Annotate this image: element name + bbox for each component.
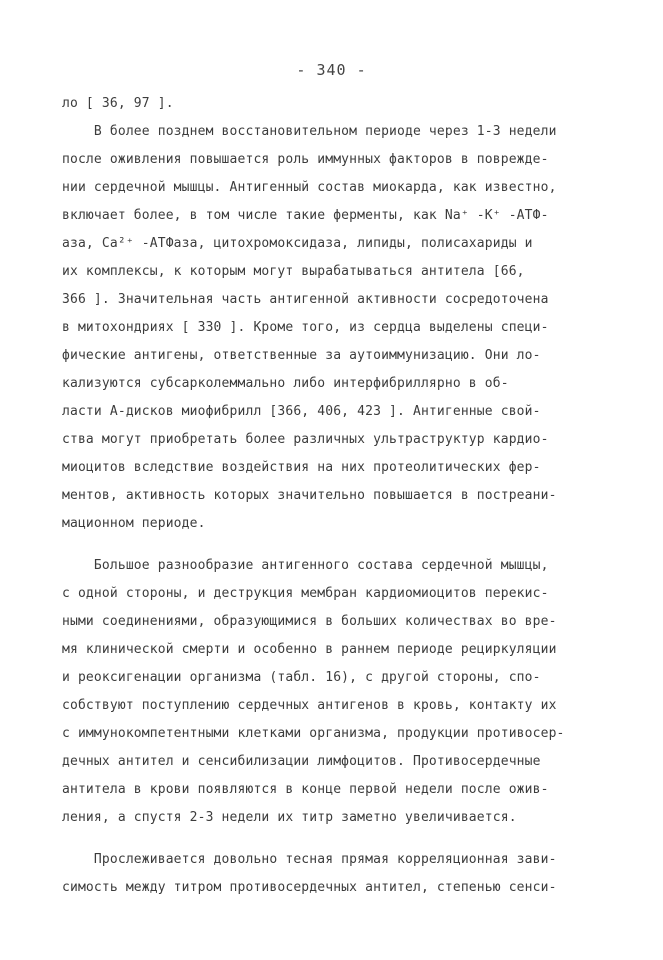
text-line: миоцитов вследствие воздействия на них протеолитических фер- bbox=[62, 460, 541, 475]
paragraph-4 bbox=[62, 846, 602, 902]
text-line: фические антигены, ответственные за аутоиммунизацию. Они ло- bbox=[62, 348, 541, 363]
text-line: симость между титром противосердечных антител, степенью сенси- bbox=[62, 880, 557, 895]
text-line: с иммунокомпетентными клетками организма, продукции противосер- bbox=[62, 726, 565, 741]
text-line: мационном периоде. bbox=[62, 516, 206, 531]
text-line: ло [ 36, 97 ]. bbox=[62, 96, 174, 111]
text-line: их комплексы, к которым могут вырабатываться антитела [66, bbox=[62, 264, 525, 279]
paragraph-2 bbox=[62, 118, 602, 538]
text-line: собствуют поступлению сердечных антигенов в кровь, контакту их bbox=[62, 698, 557, 713]
text-line: в митохондриях [ 330 ]. Кроме того, из сердца выделены специ- bbox=[62, 320, 549, 335]
text-line: ласти А-дисков миофибрилл [366, 406, 423 ]. Антигенные свой- bbox=[62, 404, 541, 419]
text-line: ства могут приобретать более различных ультраструктур кардио- bbox=[62, 432, 549, 447]
text-line: аза, Ca²⁺ -АТФаза, цитохромоксидаза, липиды, полисахариды и bbox=[62, 236, 533, 251]
paragraph-1 bbox=[62, 90, 602, 118]
paragraph-gap bbox=[62, 832, 602, 846]
text-line: после оживления повышается роль иммунных факторов в поврежде- bbox=[62, 152, 549, 167]
text-line: ными соединениями, образующимися в больших количествах во вре- bbox=[62, 614, 557, 629]
text-line: ления, а спустя 2-3 недели их титр заметно увеличивается. bbox=[62, 810, 517, 825]
body-text bbox=[62, 90, 602, 902]
text-line: В более позднем восстановительном периоде через 1-3 недели bbox=[62, 124, 557, 139]
text-line: 366 ]. Значительная часть антигенной активности сосредоточена bbox=[62, 292, 549, 307]
paragraph-gap bbox=[62, 538, 602, 552]
text-line: мя клинической смерти и особенно в раннем периоде рециркуляции bbox=[62, 642, 557, 657]
text-line: Прослеживается довольно тесная прямая корреляционная зави- bbox=[62, 852, 557, 867]
text-line: с одной стороны, и деструкция мембран кардиомиоцитов перекис- bbox=[62, 586, 549, 601]
text-line: ментов, активность которых значительно повышается в постреани- bbox=[62, 488, 557, 503]
text-line: антитела в крови появляются в конце первой недели после ожив- bbox=[62, 782, 549, 797]
text-line: включает более, в том числе такие ферменты, как Na⁺ -K⁺ -АТФ- bbox=[62, 208, 549, 223]
text-line: нии сердечной мышцы. Антигенный состав миокарда, как известно, bbox=[62, 180, 557, 195]
text-line: и реоксигенации организма (табл. 16), с другой стороны, спо- bbox=[62, 670, 541, 685]
text-line: Большое разнообразие антигенного состава сердечной мышцы, bbox=[62, 558, 549, 573]
text-line: кализуются субсарколеммально либо интерфибриллярно в об- bbox=[62, 376, 509, 391]
text-line: дечных антител и сенсибилизации лимфоцитов. Противосердечные bbox=[62, 754, 541, 769]
paragraph-3 bbox=[62, 552, 602, 832]
page-number: - 340 - bbox=[296, 61, 367, 79]
